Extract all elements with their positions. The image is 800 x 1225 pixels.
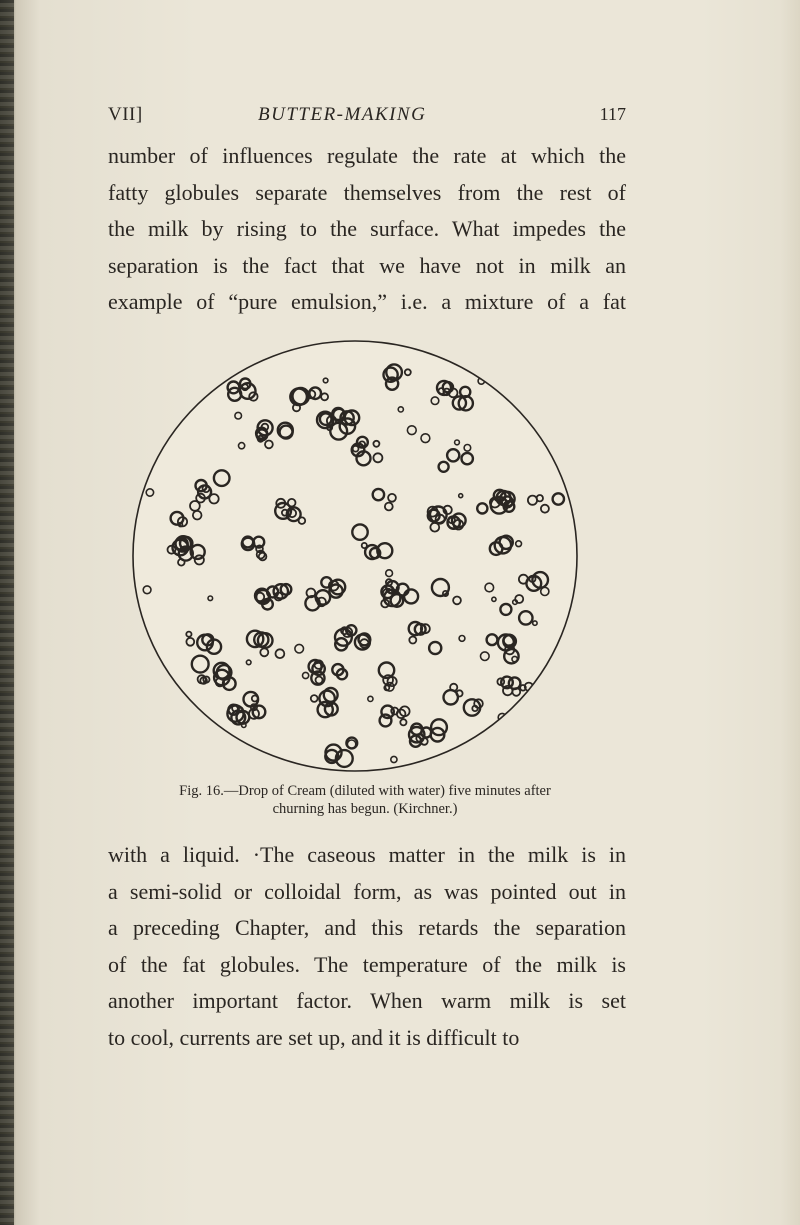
text-line: a preceding Chapter, and this retards the separation bbox=[108, 915, 626, 940]
fat-globule bbox=[148, 419, 156, 427]
text-line: a semi-solid or colloidal form, as was pointed out in bbox=[108, 878, 626, 904]
text-line: number of influences regulate the rate at which the bbox=[108, 143, 626, 168]
fat-globule bbox=[152, 714, 156, 718]
fat-globule bbox=[528, 707, 536, 715]
text-line: example of “pure emulsion,” i.e. a mixture of a fat bbox=[108, 289, 626, 314]
paragraph-top bbox=[108, 138, 626, 321]
paragraph-bottom bbox=[108, 837, 626, 1056]
book-binding-gutter bbox=[0, 0, 14, 1225]
running-title: BUTTER-MAKING bbox=[258, 104, 427, 125]
fat-globule bbox=[169, 687, 174, 692]
fat-globule bbox=[543, 386, 551, 394]
text-line: another important factor. When warm milk is set bbox=[108, 988, 626, 1013]
fat-globule bbox=[228, 352, 235, 359]
fat-globule bbox=[538, 412, 543, 417]
fat-globule bbox=[557, 356, 563, 362]
text-line: to cool, currents are set up, and it is difficult to bbox=[108, 1024, 520, 1050]
text-line: fatty globules separate themselves from the rest of bbox=[108, 179, 626, 205]
page-number: 117 bbox=[599, 104, 626, 124]
text-line: separation is the fact that we have not in milk an bbox=[108, 252, 626, 278]
text-line: of the fat globules. The temperature of the milk is bbox=[108, 951, 626, 977]
running-header bbox=[108, 104, 626, 134]
chapter-number: VII] bbox=[108, 104, 143, 125]
text-line: the milk by rising to the surface. What impedes the bbox=[108, 216, 626, 241]
cream-drop-illustration bbox=[125, 338, 585, 778]
caption-line-1: Fig. 16.—Drop of Cream (diluted with water) five minutes after bbox=[179, 783, 551, 799]
fat-globule bbox=[536, 386, 543, 393]
fat-globule bbox=[154, 361, 163, 370]
caption-line-2: churning has begun. (Kirchner.) bbox=[272, 801, 458, 817]
text-line: with a liquid. ·The caseous matter in the milk is in bbox=[108, 842, 626, 867]
figure-caption bbox=[115, 782, 615, 818]
